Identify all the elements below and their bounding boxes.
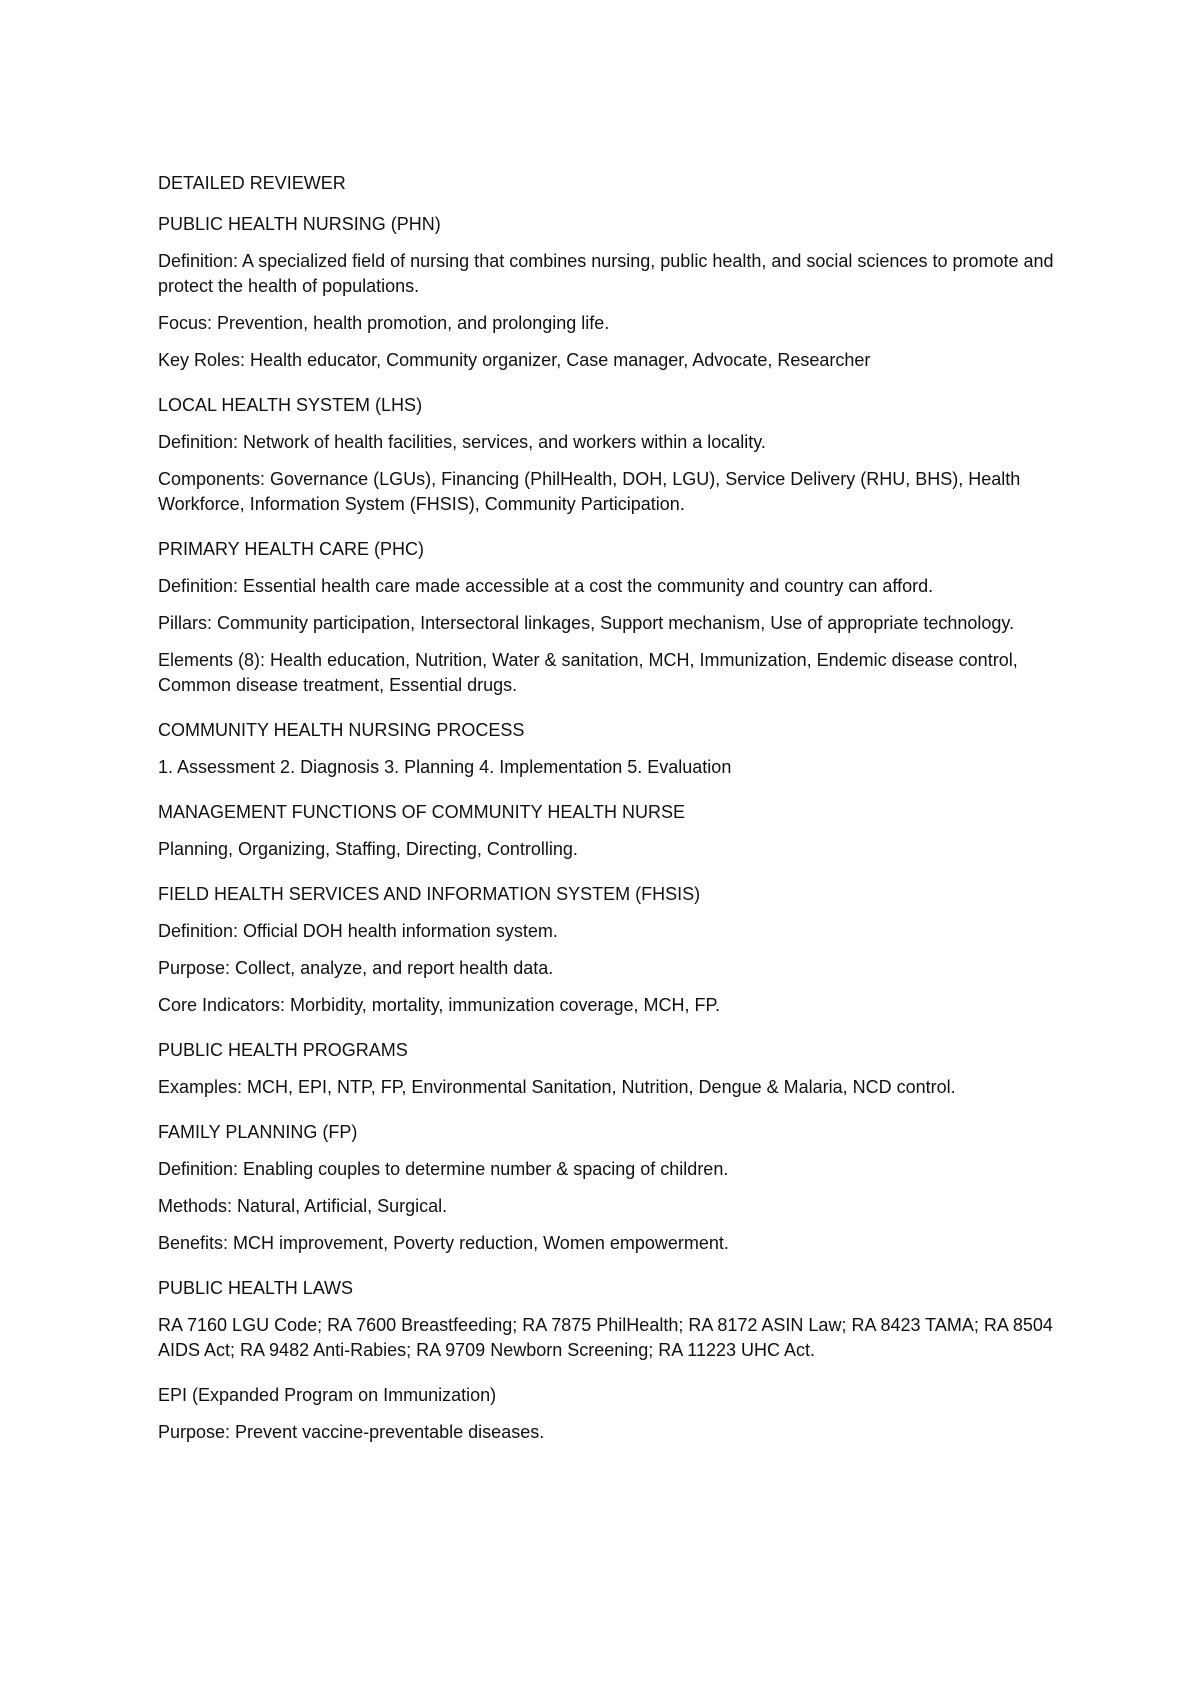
section-paragraph: Definition: Essential health care made accessible at a cost the community and country can afford. [158,576,934,596]
section-public-health-laws [158,1276,1058,1363]
section-paragraph: RA 7160 LGU Code; RA 7600 Breastfeeding; RA 7875 PhilHealth; RA 8172 ASIN Law; RA 8423 TAMA; RA 8504 AIDS Act; RA 9482 Anti-Rabies; RA 9709 Newborn Screening; RA 11223 UHC Act. [158,1315,1053,1360]
section-epi [158,1383,1058,1445]
section-heading: MANAGEMENT FUNCTIONS OF COMMUNITY HEALTH NURSE [158,802,686,822]
section-phn [158,212,1058,373]
section-heading: PUBLIC HEALTH NURSING (PHN) [158,214,441,234]
section-family-planning [158,1120,1058,1256]
section-paragraph: Planning, Organizing, Staffing, Directing, Controlling. [158,839,578,859]
section-paragraph: Definition: Network of health facilities, services, and workers within a locality. [158,432,766,452]
section-management-functions [158,800,1058,862]
section-paragraph: Definition: Enabling couples to determine number & spacing of children. [158,1159,729,1179]
section-paragraph: Purpose: Collect, analyze, and report health data. [158,958,554,978]
section-paragraph: Methods: Natural, Artificial, Surgical. [158,1196,448,1216]
section-heading: PRIMARY HEALTH CARE (PHC) [158,539,425,559]
section-paragraph: Purpose: Prevent vaccine-preventable diseases. [158,1422,545,1442]
document-title: DETAILED REVIEWER [158,173,346,193]
section-paragraph: Elements (8): Health education, Nutrition, Water & sanitation, MCH, Immunization, Endemic disease control, Common disease treatment, Essential drugs. [158,650,1018,695]
section-paragraph: Core Indicators: Morbidity, mortality, immunization coverage, MCH, FP. [158,995,721,1015]
section-heading: PUBLIC HEALTH PROGRAMS [158,1040,408,1060]
section-heading: PUBLIC HEALTH LAWS [158,1278,354,1298]
section-paragraph: Definition: Official DOH health information system. [158,921,558,941]
section-heading: COMMUNITY HEALTH NURSING PROCESS [158,720,525,740]
section-phc [158,537,1058,698]
section-paragraph: Focus: Prevention, health promotion, and prolonging life. [158,313,610,333]
section-paragraph: Benefits: MCH improvement, Poverty reduction, Women empowerment. [158,1233,729,1253]
document-page [158,171,1058,1465]
section-heading: FAMILY PLANNING (FP) [158,1122,358,1142]
section-paragraph: 1. Assessment 2. Diagnosis 3. Planning 4. Implementation 5. Evaluation [158,757,732,777]
section-public-health-programs [158,1038,1058,1100]
section-heading: EPI (Expanded Program on Immunization) [158,1385,497,1405]
section-lhs [158,393,1058,517]
section-heading: LOCAL HEALTH SYSTEM (LHS) [158,395,423,415]
section-paragraph: Definition: A specialized field of nursing that combines nursing, public health, and social sciences to promote and protect the health of populations. [158,251,1054,296]
section-chn-process [158,718,1058,780]
section-paragraph: Components: Governance (LGUs), Financing (PhilHealth, DOH, LGU), Service Delivery (RHU, BHS), Health Workforce, Information System (FHSIS), Community Participation. [158,469,1021,514]
section-heading: FIELD HEALTH SERVICES AND INFORMATION SYSTEM (FHSIS) [158,884,701,904]
section-paragraph: Pillars: Community participation, Intersectoral linkages, Support mechanism, Use of appropriate technology. [158,613,1015,633]
section-paragraph: Key Roles: Health educator, Community organizer, Case manager, Advocate, Researcher [158,350,871,370]
section-fhsis [158,882,1058,1018]
section-paragraph: Examples: MCH, EPI, NTP, FP, Environmental Sanitation, Nutrition, Dengue & Malaria, NCD control. [158,1077,956,1097]
